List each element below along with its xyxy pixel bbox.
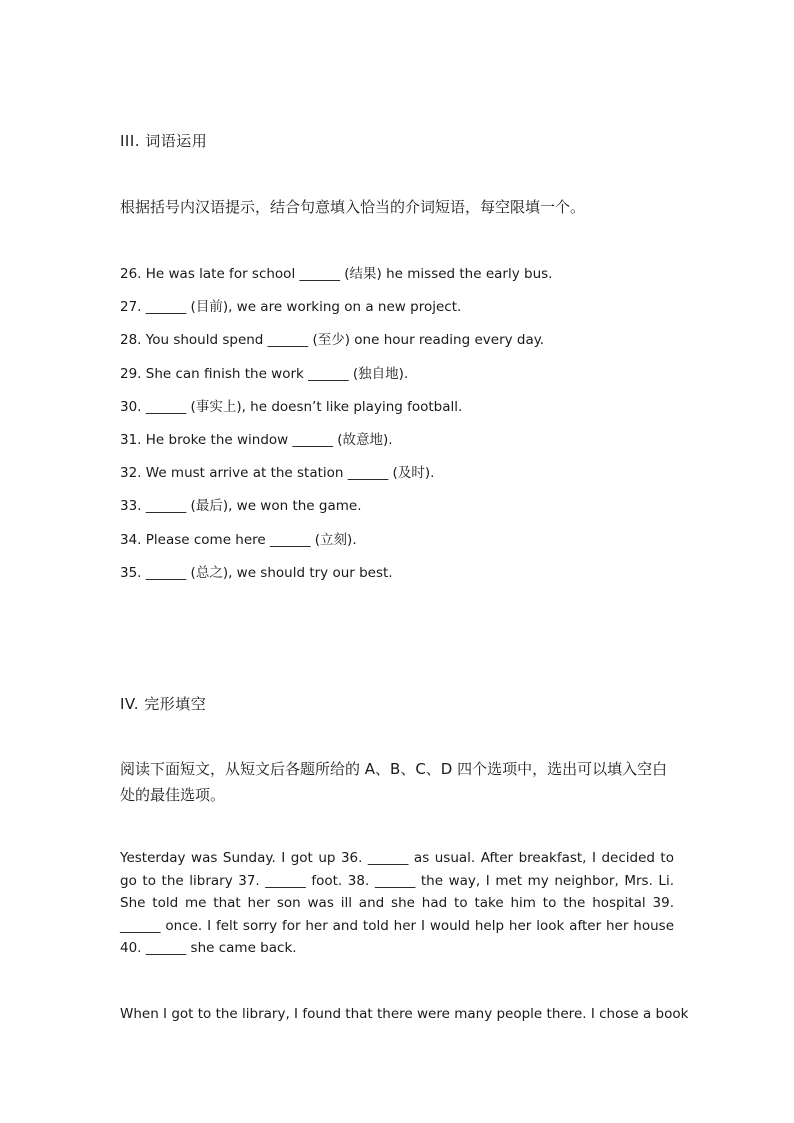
exercise-item: 26. He was late for school ______ (结果) he missed the early bus. — [120, 266, 553, 282]
exercise-item: 33. ______ (最后), we won the game. — [120, 498, 362, 515]
section-3-instruction: 根据括号内汉语提示，结合句意填入恰当的介词短语，每空限填一个。 — [120, 198, 586, 216]
exercise-item: 27. ______ (目前), we are working on a new project. — [120, 299, 462, 316]
exercise-item: 29. She can finish the work ______ (独自地). — [120, 365, 409, 382]
exercise-item: 34. Please come here ______ (立刻). — [120, 531, 357, 548]
exercise-item: 32. We must arrive at the station ______ (及时). — [120, 465, 435, 482]
cloze-paragraph-2: When I got to the library, I found that there were many people there. I chose a book — [120, 1006, 689, 1022]
section-3-heading: III. 词语运用 — [120, 132, 208, 150]
exercise-item: 31. He broke the window ______ (故意地). — [120, 431, 393, 448]
exercise-item: 35. ______ (总之), we should try our best. — [120, 564, 393, 581]
exercise-list — [120, 262, 680, 594]
cloze-paragraph-1: Yesterday was Sunday. I got up 36. ______ as usual. After breakfast, I decided to go to the library 37. ______ foot. 38. ______ the way, I met my neighbor, Mrs. Li. She told me that her son was ill and she had to take him to the hospital 39. ______ once. I felt sorry for her and told her I would help her look after her house 40. ______ she came back. — [120, 850, 674, 956]
section-4-heading: IV. 完形填空 — [120, 695, 207, 713]
exercise-item: 28. You should spend ______ (至少) one hour reading every day. — [120, 332, 545, 349]
exercise-item: 30. ______ (事实上), he doesn’t like playing football. — [120, 398, 463, 415]
section-4-instruction: 阅读下面短文，从短文后各题所给的 A、B、C、D 四个选项中，选出可以填入空白处的最佳选项。 — [120, 760, 668, 804]
